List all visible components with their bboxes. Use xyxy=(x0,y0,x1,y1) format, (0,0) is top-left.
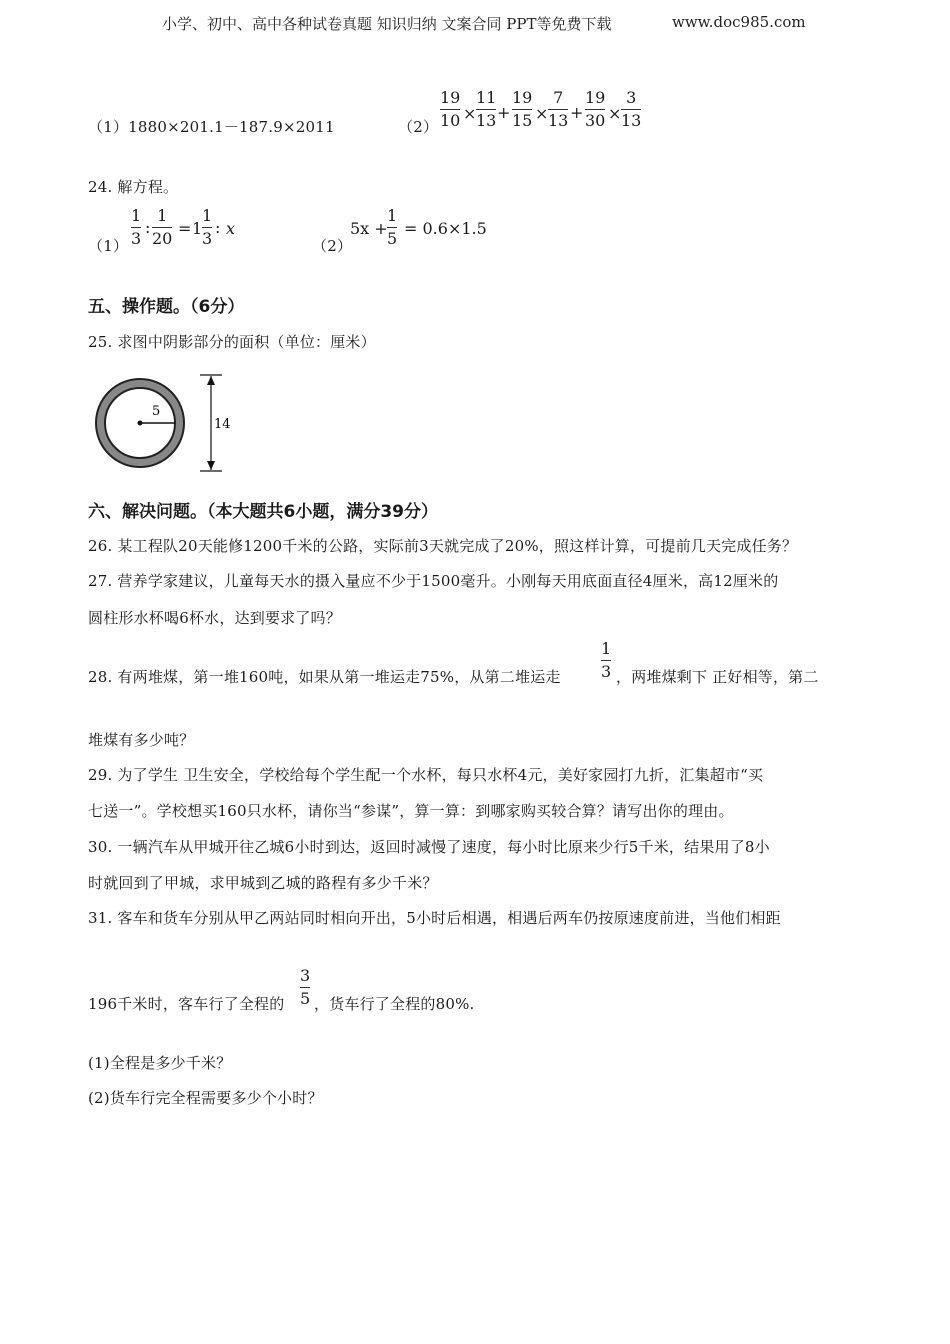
question-26: 26. 某工程队20天能修1200千米的公路，实际前3天就完成了20%，照这样计算，可提前几天完成任务？ xyxy=(88,537,798,555)
fraction-1-3: $\frac{1}{3}$ xyxy=(202,206,213,248)
header-url[interactable]: www.doc985.com xyxy=(672,13,806,31)
equation-2-rhs: = 0.6×1.5 xyxy=(404,219,487,238)
dimension-arrow-up xyxy=(207,376,215,385)
times-sign: × xyxy=(608,104,622,123)
question-28-line-2: 堆煤有多少吨？ xyxy=(88,731,195,749)
fraction-1-3: $\frac{1}{3}$ xyxy=(601,639,612,681)
question-30-line-2: 时就回到了甲城，求甲城到乙城的路程有多少千米？ xyxy=(88,874,438,892)
fraction-11-13: $\frac{11}{13}$ xyxy=(476,88,497,130)
fraction-3-13: $\frac{3}{13}$ xyxy=(621,88,642,130)
question-24-title: 24. 解方程。 xyxy=(88,178,179,196)
question-28-part-b: ，两堆煤剩下 正好相等，第二 xyxy=(616,668,819,686)
fraction-1-3: $\frac{1}{3}$ xyxy=(131,206,142,248)
variable-x: x xyxy=(226,219,236,238)
fraction-1-5: $\frac{1}{5}$ xyxy=(387,206,398,248)
question-30-line-1: 30. 一辆汽车从甲城开往乙城6小时到达，返回时减慢了速度，每小时比原来少行5千米，结果用了8小 xyxy=(88,838,770,856)
ratio-colon: : xyxy=(145,218,151,237)
section-6-title: 六、解决问题。（本大题共6小题，满分39分） xyxy=(88,502,438,522)
question-29-line-1: 29. 为了学生 卫生安全，学校给每个学生配一个水杯，每只水杯4元，美好家园打九折，汇集超市“买 xyxy=(88,766,764,784)
calc-item-1: （1）1880×201.1－187.9×2011 xyxy=(88,118,335,136)
plus-sign: + xyxy=(497,103,511,122)
question-31-part-a: 196千米时，客车行了全程的 xyxy=(88,995,285,1013)
section-5-title: 五、操作题。（6分） xyxy=(88,297,245,317)
fraction-7-13: $\frac{7}{13}$ xyxy=(548,88,569,130)
question-25: 25. 求图中阴影部分的面积（单位：厘米） xyxy=(88,333,376,351)
fraction-19-30: $\frac{19}{30}$ xyxy=(585,88,606,130)
question-31-line-1: 31. 客车和货车分别从甲乙两站同时相向开出，5小时后相遇，相遇后两车仍按原速度前进，当他们相距 xyxy=(88,909,781,927)
question-27-line-2: 圆柱形水杯喝6杯水，达到要求了吗？ xyxy=(88,609,341,627)
question-27-line-1: 27. 营养学家建议，儿童每天水的摄入量应不少于1500毫升。小刚每天用底面直径4厘米，高12厘米的 xyxy=(88,572,779,590)
question-31-sub-1: (1)全程是多少千米？ xyxy=(88,1054,232,1072)
times-sign: × xyxy=(463,104,477,123)
question-31-part-b: ，货车行了全程的80%. xyxy=(314,995,475,1013)
dimension-arrow-down xyxy=(207,461,215,470)
height-label: 14 xyxy=(214,417,231,432)
plus-sign: + xyxy=(570,103,584,122)
question-31-sub-2: (2)货车行完全程需要多少个小时？ xyxy=(88,1089,323,1107)
question-29-line-2: 七送一”。学校想买160只水杯，请你当“参谋”，算一算：到哪家购买较合算？请写出你的理由。 xyxy=(88,802,734,820)
ratio-colon: : xyxy=(215,218,221,237)
equation-2-lhs: 5x + xyxy=(350,219,388,238)
times-sign: × xyxy=(535,104,549,123)
radius-label: 5 xyxy=(152,404,161,419)
mixed-number-whole: 1 xyxy=(192,219,203,238)
annulus-figure xyxy=(85,370,235,478)
equals-sign: = xyxy=(178,219,192,238)
fraction-19-10: $\frac{19}{10}$ xyxy=(440,88,461,130)
equation-2-label: （2） xyxy=(312,237,353,255)
header-text: 小学、初中、高中各种试卷真题 知识归纳 文案合同 PPT等免费下载 xyxy=(162,15,612,33)
question-28-part-a: 28. 有两堆煤，第一堆160吨，如果从第一堆运走75%，从第二堆运走 xyxy=(88,668,561,686)
fraction-19-15: $\frac{19}{15}$ xyxy=(512,88,533,130)
calc-item-2-label: （2） xyxy=(398,118,439,136)
fraction-1-20: $\frac{1}{20}$ xyxy=(152,206,173,248)
equation-1-label: （1） xyxy=(88,237,129,255)
fraction-3-5: $\frac{3}{5}$ xyxy=(300,966,311,1008)
